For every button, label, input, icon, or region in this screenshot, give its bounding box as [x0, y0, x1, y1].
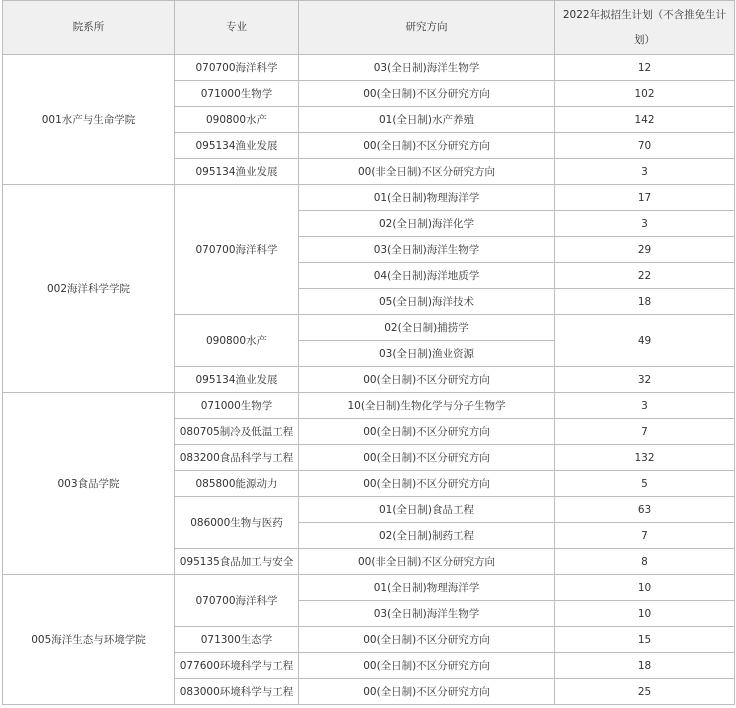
header-major: 专业 [175, 1, 299, 55]
research-direction-cell: 00(非全日制)不区分研究方向 [299, 549, 555, 575]
major-cell: 095135食品加工与安全 [175, 549, 299, 575]
research-direction-cell: 00(全日制)不区分研究方向 [299, 653, 555, 679]
research-direction-cell: 02(全日制)制药工程 [299, 523, 555, 549]
research-direction-cell: 00(非全日制)不区分研究方向 [299, 159, 555, 185]
enrollment-plan-cell: 18 [555, 653, 735, 679]
enrollment-plan-cell: 132 [555, 445, 735, 471]
enrollment-plan-cell: 32 [555, 367, 735, 393]
research-direction-cell: 03(全日制)渔业资源 [299, 341, 555, 367]
research-direction-cell: 02(全日制)捕捞学 [299, 315, 555, 341]
enrollment-plan-cell: 49 [555, 315, 735, 367]
enrollment-plan-cell: 102 [555, 81, 735, 107]
enrollment-plan-table [2, 0, 735, 705]
enrollment-plan-cell: 3 [555, 393, 735, 419]
enrollment-plan-cell: 10 [555, 601, 735, 627]
enrollment-plan-cell: 70 [555, 133, 735, 159]
research-direction-cell: 00(全日制)不区分研究方向 [299, 419, 555, 445]
enrollment-plan-cell: 10 [555, 575, 735, 601]
research-direction-cell: 10(全日制)生物化学与分子生物学 [299, 393, 555, 419]
major-cell: 071300生态学 [175, 627, 299, 653]
research-direction-cell: 03(全日制)海洋生物学 [299, 55, 555, 81]
research-direction-cell: 02(全日制)海洋化学 [299, 211, 555, 237]
major-cell: 080705制冷及低温工程 [175, 419, 299, 445]
department-cell: 003食品学院 [3, 393, 175, 575]
major-cell: 071000生物学 [175, 393, 299, 419]
department-cell: 001水产与生命学院 [3, 55, 175, 185]
major-cell: 095134渔业发展 [175, 367, 299, 393]
major-cell: 083200食品科学与工程 [175, 445, 299, 471]
research-direction-cell: 00(全日制)不区分研究方向 [299, 367, 555, 393]
research-direction-cell: 00(全日制)不区分研究方向 [299, 133, 555, 159]
table-row [3, 575, 735, 601]
header-research-direction: 研究方向 [299, 1, 555, 55]
enrollment-plan-cell: 8 [555, 549, 735, 575]
enrollment-plan-cell: 142 [555, 107, 735, 133]
major-cell: 070700海洋科学 [175, 185, 299, 315]
research-direction-cell: 03(全日制)海洋生物学 [299, 237, 555, 263]
enrollment-plan-cell: 22 [555, 263, 735, 289]
major-cell: 086000生物与医药 [175, 497, 299, 549]
table-row [3, 393, 735, 419]
department-cell: 002海洋科学学院 [3, 185, 175, 393]
major-cell: 070700海洋科学 [175, 55, 299, 81]
table-row [3, 185, 735, 211]
enrollment-plan-cell: 63 [555, 497, 735, 523]
major-cell: 090800水产 [175, 107, 299, 133]
research-direction-cell: 00(全日制)不区分研究方向 [299, 81, 555, 107]
research-direction-cell: 00(全日制)不区分研究方向 [299, 445, 555, 471]
enrollment-plan-cell: 17 [555, 185, 735, 211]
major-cell: 085800能源动力 [175, 471, 299, 497]
table-body [3, 55, 735, 705]
header-enrollment-plan: 2022年拟招生计划（不含推免生计划） [555, 1, 735, 55]
department-cell: 005海洋生态与环境学院 [3, 575, 175, 705]
enrollment-plan-cell: 25 [555, 679, 735, 705]
research-direction-cell: 01(全日制)物理海洋学 [299, 575, 555, 601]
table-header-row [3, 1, 735, 55]
major-cell: 071000生物学 [175, 81, 299, 107]
research-direction-cell: 04(全日制)海洋地质学 [299, 263, 555, 289]
enrollment-plan-cell: 29 [555, 237, 735, 263]
enrollment-plan-cell: 5 [555, 471, 735, 497]
research-direction-cell: 01(全日制)物理海洋学 [299, 185, 555, 211]
research-direction-cell: 00(全日制)不区分研究方向 [299, 471, 555, 497]
enrollment-plan-cell: 15 [555, 627, 735, 653]
enrollment-plan-cell: 7 [555, 419, 735, 445]
major-cell: 070700海洋科学 [175, 575, 299, 627]
major-cell: 095134渔业发展 [175, 159, 299, 185]
research-direction-cell: 00(全日制)不区分研究方向 [299, 627, 555, 653]
major-cell: 090800水产 [175, 315, 299, 367]
header-department: 院系所 [3, 1, 175, 55]
enrollment-plan-cell: 3 [555, 159, 735, 185]
research-direction-cell: 01(全日制)水产养殖 [299, 107, 555, 133]
table-row [3, 55, 735, 81]
research-direction-cell: 01(全日制)食品工程 [299, 497, 555, 523]
research-direction-cell: 05(全日制)海洋技术 [299, 289, 555, 315]
enrollment-plan-cell: 7 [555, 523, 735, 549]
major-cell: 077600环境科学与工程 [175, 653, 299, 679]
major-cell: 095134渔业发展 [175, 133, 299, 159]
research-direction-cell: 03(全日制)海洋生物学 [299, 601, 555, 627]
major-cell: 083000环境科学与工程 [175, 679, 299, 705]
research-direction-cell: 00(全日制)不区分研究方向 [299, 679, 555, 705]
enrollment-plan-cell: 12 [555, 55, 735, 81]
enrollment-plan-cell: 18 [555, 289, 735, 315]
enrollment-plan-cell: 3 [555, 211, 735, 237]
